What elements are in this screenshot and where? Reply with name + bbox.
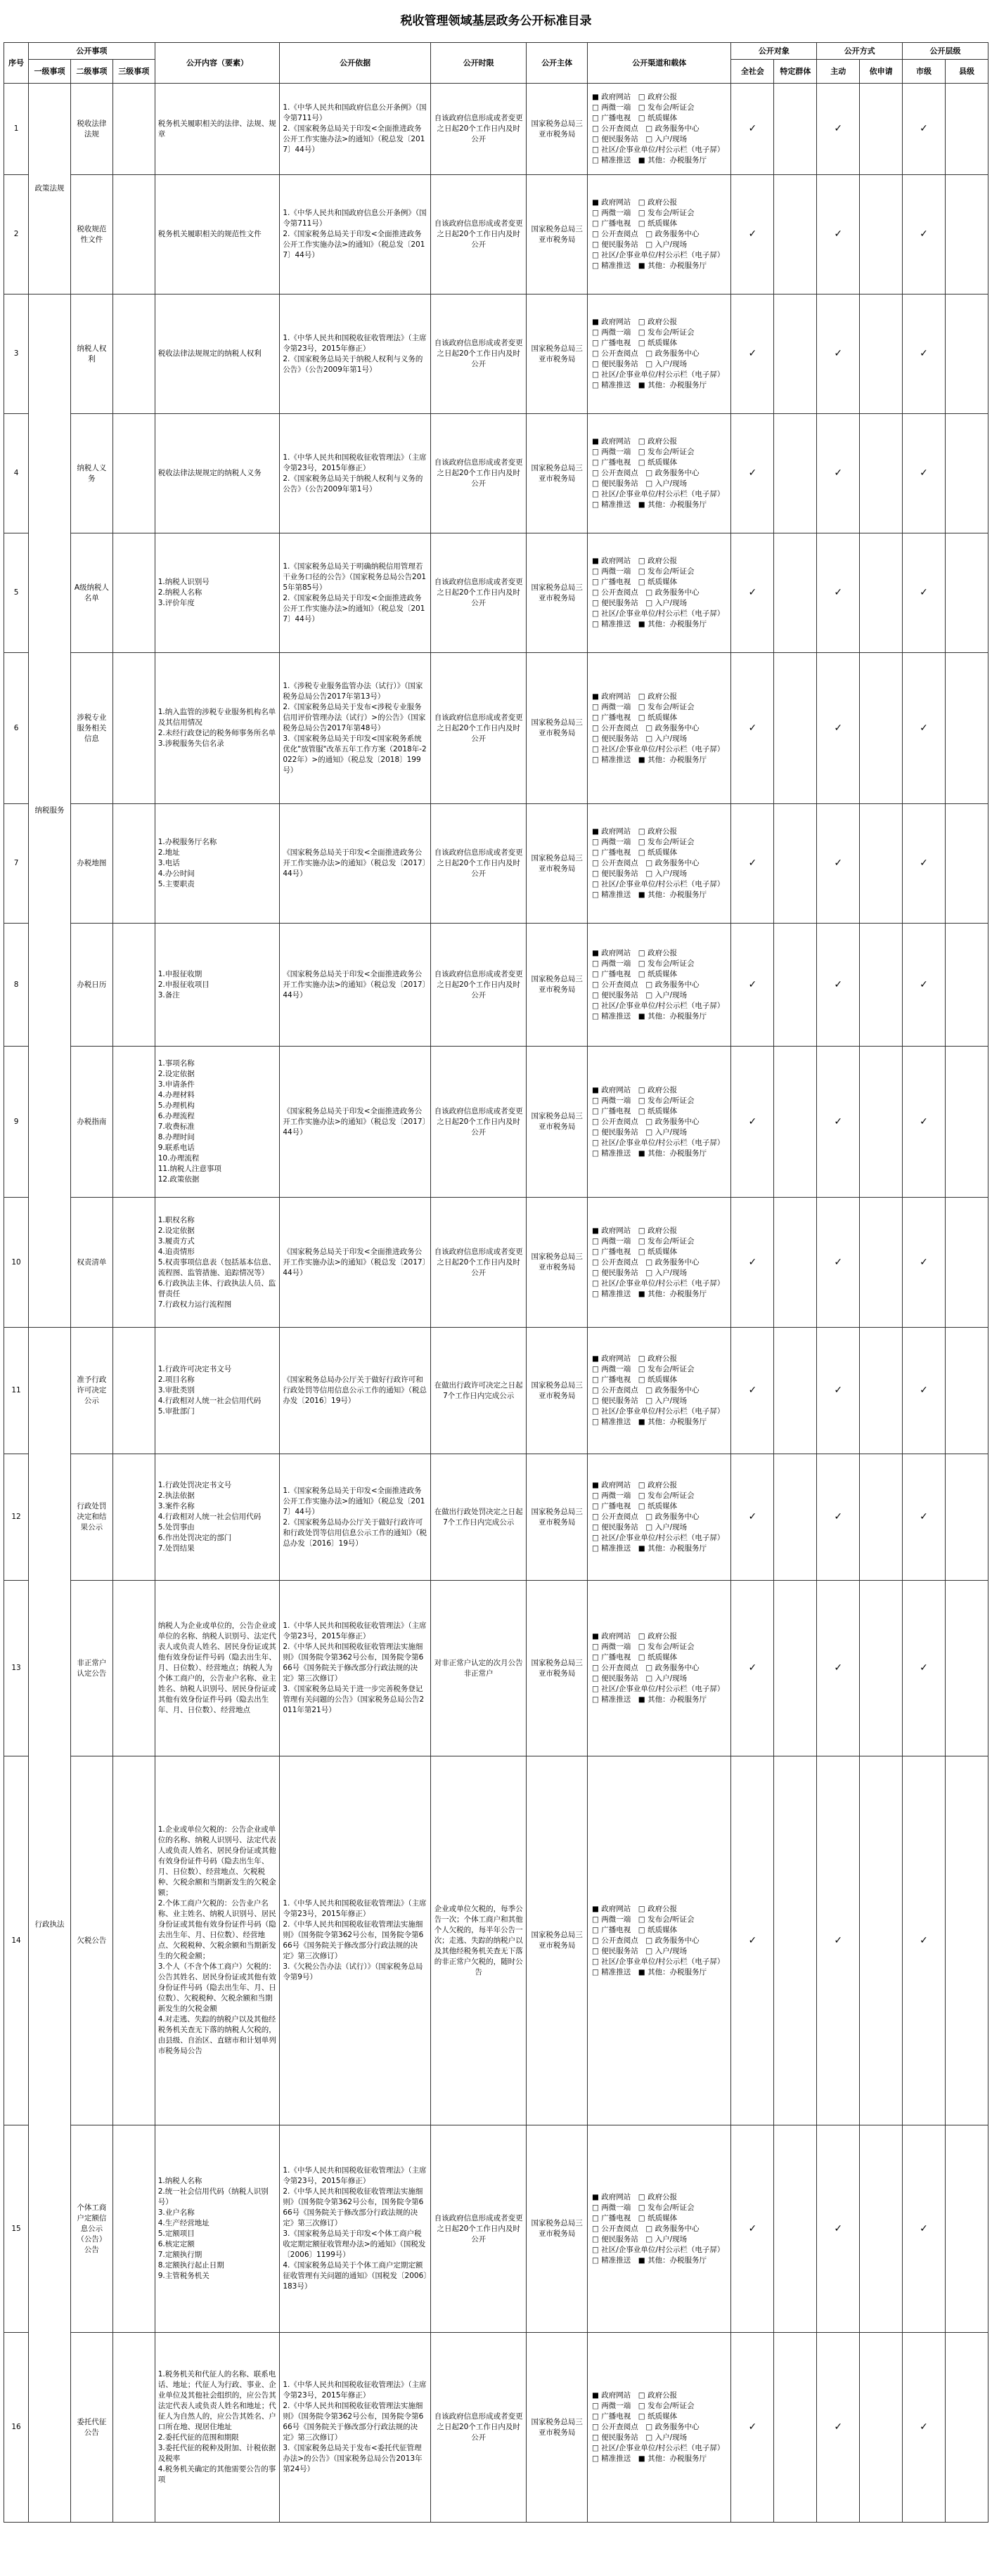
channel-cell: ■ 政府网站 □ 政府公报 □ 两微一端 □ 发布会/听证会 □ 广播电视 □ 纸质媒体 □ 公开查阅点 □ 政务服务中心 □ 便民服务站 □ 入户/现场 □ 社区/企事业单位/村公示栏（电子屏） □ 精准推送 ■ 其他：办税服务厅	[588, 2125, 731, 2333]
check-active: ✓	[817, 414, 860, 533]
row-seq: 15	[4, 2125, 29, 2333]
check-city: ✓	[903, 84, 946, 175]
header-l1: 一级事项	[29, 60, 71, 84]
row-seq: 11	[4, 1328, 29, 1454]
check-active: ✓	[817, 1328, 860, 1454]
row-seq: 4	[4, 414, 29, 533]
check-all-society: ✓	[731, 1454, 774, 1581]
time-cell: 自该政府信息形成或者变更之日起20个工作日内及时公开	[431, 533, 527, 653]
header-items: 公开事项	[29, 43, 155, 60]
subject-cell: 国家税务总局三亚市税务局	[527, 804, 588, 924]
check-specific-group	[774, 924, 817, 1047]
content-cell: 1.纳税人识别号 2.纳税人名称 3.评价年度	[155, 533, 280, 653]
time-cell: 在做出行政许可决定之日起7个工作日内完成公示	[431, 1328, 527, 1454]
level3-item	[112, 1581, 155, 1756]
header-county: 县级	[946, 60, 988, 84]
check-active: ✓	[817, 1047, 860, 1198]
check-city: ✓	[903, 2333, 946, 2523]
time-cell: 自该政府信息形成或者变更之日起20个工作日内及时公开	[431, 84, 527, 175]
check-county	[946, 1756, 988, 2125]
time-cell: 自该政府信息形成或者变更之日起20个工作日内及时公开	[431, 653, 527, 804]
time-cell: 在做出行政处罚决定之日起7个工作日内完成公示	[431, 1454, 527, 1581]
subject-cell: 国家税务总局三亚市税务局	[527, 1581, 588, 1756]
table-row	[4, 2333, 988, 2523]
subject-cell: 国家税务总局三亚市税务局	[527, 1198, 588, 1328]
level2-item: 纳税人义务	[70, 414, 112, 533]
row-seq: 6	[4, 653, 29, 804]
basis-cell: 1.《中华人民共和国税收征收管理法》（主席令第23号，2015年修正） 2.《国家税务总局关于纳税人权利与义务的公告》（公告2009年第1号）	[280, 414, 431, 533]
catalog-table	[4, 42, 988, 2523]
level2-item: 非正常户认定公告	[70, 1581, 112, 1756]
channel-cell: ■ 政府网站 □ 政府公报 □ 两微一端 □ 发布会/听证会 □ 广播电视 □ 纸质媒体 □ 公开查阅点 □ 政务服务中心 □ 便民服务站 □ 入户/现场 □ 社区/企事业单位/村公示栏（电子屏） □ 精准推送 ■ 其他：办税服务厅	[588, 533, 731, 653]
check-county	[946, 1328, 988, 1454]
row-seq: 16	[4, 2333, 29, 2523]
level2-item: 纳税人权利	[70, 295, 112, 414]
check-specific-group	[774, 533, 817, 653]
level3-item	[112, 924, 155, 1047]
level2-item: 办税指南	[70, 1047, 112, 1198]
content-cell: 税收法律法规规定的纳税人权利	[155, 295, 280, 414]
check-city: ✓	[903, 1454, 946, 1581]
table-row	[4, 804, 988, 924]
check-all-society: ✓	[731, 533, 774, 653]
header-subject: 公开主体	[527, 43, 588, 84]
check-active: ✓	[817, 1581, 860, 1756]
content-cell: 1.办税服务厅名称 2.地址 3.电话 4.办公时间 5.主要职责	[155, 804, 280, 924]
check-all-society: ✓	[731, 1328, 774, 1454]
level3-item	[112, 533, 155, 653]
check-all-society: ✓	[731, 175, 774, 295]
level2-item: 办税地图	[70, 804, 112, 924]
table-row	[4, 1328, 988, 1454]
header-all-society: 全社会	[731, 60, 774, 84]
level2-item: 委托代征公告	[70, 2333, 112, 2523]
time-cell: 自该政府信息形成或者变更之日起20个工作日内及时公开	[431, 1198, 527, 1328]
check-on-request	[860, 804, 903, 924]
check-on-request	[860, 653, 903, 804]
table-row	[4, 1581, 988, 1756]
header-target: 公开对象	[731, 43, 817, 60]
check-on-request	[860, 1581, 903, 1756]
check-all-society: ✓	[731, 414, 774, 533]
check-county	[946, 533, 988, 653]
check-all-society: ✓	[731, 2125, 774, 2333]
time-cell: 自该政府信息形成或者变更之日起20个工作日内及时公开	[431, 1047, 527, 1198]
check-county	[946, 2125, 988, 2333]
table-row	[4, 1454, 988, 1581]
table-row	[4, 84, 988, 175]
level3-item	[112, 1047, 155, 1198]
basis-cell: 《国家税务总局关于印发<全面推进政务公开工作实施办法>的通知》（税总发〔2017〕44号）	[280, 1047, 431, 1198]
subject-cell: 国家税务总局三亚市税务局	[527, 533, 588, 653]
table-row	[4, 1047, 988, 1198]
check-specific-group	[774, 414, 817, 533]
basis-cell: 1.《中华人民共和国税收征收管理法》（主席令第23号，2015年修正） 2.《中华人民共和国税收征收管理法实施细则》（国务院令第362号公布，国务院令第666号《国务院关于修改部分行政法规的决定》第三次修订） 3.《国家税务总局关于进一步完善税务登记管理有关问题的公告》（国家税务总局公告2011年第21号）	[280, 1581, 431, 1756]
check-on-request	[860, 175, 903, 295]
check-all-society: ✓	[731, 924, 774, 1047]
check-county	[946, 804, 988, 924]
channel-cell: ■ 政府网站 □ 政府公报 □ 两微一端 □ 发布会/听证会 □ 广播电视 □ 纸质媒体 □ 公开查阅点 □ 政务服务中心 □ 便民服务站 □ 入户/现场 □ 社区/企事业单位/村公示栏（电子屏） □ 精准推送 ■ 其他：办税服务厅	[588, 1454, 731, 1581]
check-county	[946, 653, 988, 804]
check-active: ✓	[817, 295, 860, 414]
check-county	[946, 1198, 988, 1328]
header-channel: 公开渠道和载体	[588, 43, 731, 84]
level1-item: 纳税服务	[29, 295, 71, 1328]
check-specific-group	[774, 2333, 817, 2523]
level2-item: 税收法律法规	[70, 84, 112, 175]
check-on-request	[860, 84, 903, 175]
basis-cell: 1.《国家税务总局关于印发<全面推进政务公开工作实施办法>的通知》（税总发〔2017〕44号） 2.《国家税务总局办公厅关于做好行政许可和行政处罚等信用信息公示工作的通知》（税总办发〔2016〕19号）	[280, 1454, 431, 1581]
check-all-society: ✓	[731, 1198, 774, 1328]
basis-cell: 1.《国家税务总局关于明确纳税信用管理若干业务口径的公告》（国家税务总局公告2015年第85号） 2.《国家税务总局关于印发<全面推进政务公开工作实施办法>的通知》（税总发〔2017〕44号）	[280, 533, 431, 653]
level2-item: 行政处罚决定和结果公示	[70, 1454, 112, 1581]
channel-cell: ■ 政府网站 □ 政府公报 □ 两微一端 □ 发布会/听证会 □ 广播电视 □ 纸质媒体 □ 公开查阅点 □ 政务服务中心 □ 便民服务站 □ 入户/现场 □ 社区/企事业单位/村公示栏（电子屏） □ 精准推送 ■ 其他：办税服务厅	[588, 1328, 731, 1454]
table-row	[4, 2125, 988, 2333]
table-row	[4, 414, 988, 533]
check-city: ✓	[903, 1198, 946, 1328]
basis-cell: 《国家税务总局关于印发<全面推进政务公开工作实施办法>的通知》（税总发〔2017〕44号）	[280, 1198, 431, 1328]
content-cell: 税务机关履职相关的规范性文件	[155, 175, 280, 295]
check-city: ✓	[903, 175, 946, 295]
channel-cell: ■ 政府网站 □ 政府公报 □ 两微一端 □ 发布会/听证会 □ 广播电视 □ 纸质媒体 □ 公开查阅点 □ 政务服务中心 □ 便民服务站 □ 入户/现场 □ 社区/企事业单位/村公示栏（电子屏） □ 精准推送 ■ 其他：办税服务厅	[588, 414, 731, 533]
check-active: ✓	[817, 1756, 860, 2125]
header-on-request: 依申请	[860, 60, 903, 84]
table-body	[4, 84, 988, 2523]
check-on-request	[860, 1756, 903, 2125]
row-seq: 9	[4, 1047, 29, 1198]
level3-item	[112, 175, 155, 295]
check-city: ✓	[903, 653, 946, 804]
basis-cell: 1.《中华人民共和国税收征收管理法》（主席令第23号，2015年修正） 2.《国家税务总局关于纳税人权利与义务的公告》（公告2009年第1号）	[280, 295, 431, 414]
check-all-society: ✓	[731, 1581, 774, 1756]
row-seq: 3	[4, 295, 29, 414]
row-seq: 2	[4, 175, 29, 295]
basis-cell: 1.《中华人民共和国税收征收管理法》（主席令第23号，2015年修正） 2.《中华人民共和国税收征收管理法实施细则》（国务院令第362号公布，国务院令第666号《国务院关于修改部分行政法规的决定》第三次修订） 3.《国家税务总局关于印发<个体工商户税收定期定额征收管理办法>的通知》（国税发〔2006〕1199号） 4.《国家税务总局关于个体工商户定期定额征收管理有关问题的通知》（国税发〔2006〕183号）	[280, 2125, 431, 2333]
basis-cell: 1.《中华人民共和国税收征收管理法》（主席令第23号，2015年修正） 2.《中华人民共和国税收征收管理法实施细则》（国务院令第362号公布，国务院令第666号《国务院关于修改部分行政法规的决定》第三次修订） 3.《国家税务总局关于发布<委托代征管理办法>的公告》（国家税务总局公告2013年第24号）	[280, 2333, 431, 2523]
channel-cell: ■ 政府网站 □ 政府公报 □ 两微一端 □ 发布会/听证会 □ 广播电视 □ 纸质媒体 □ 公开查阅点 □ 政务服务中心 □ 便民服务站 □ 入户/现场 □ 社区/企事业单位/村公示栏（电子屏） □ 精准推送 ■ 其他：办税服务厅	[588, 175, 731, 295]
check-active: ✓	[817, 653, 860, 804]
header-content: 公开内容（要素）	[155, 43, 280, 84]
check-specific-group	[774, 2125, 817, 2333]
check-county	[946, 84, 988, 175]
header-l3: 三级事项	[112, 60, 155, 84]
level3-item	[112, 84, 155, 175]
content-cell: 1.纳入监管的涉税专业服务机构名单及其信用情况 2.未经行政登记的税务师事务所名单 3.涉税服务失信名录	[155, 653, 280, 804]
channel-cell: ■ 政府网站 □ 政府公报 □ 两微一端 □ 发布会/听证会 □ 广播电视 □ 纸质媒体 □ 公开查阅点 □ 政务服务中心 □ 便民服务站 □ 入户/现场 □ 社区/企事业单位/村公示栏（电子屏） □ 精准推送 ■ 其他：办税服务厅	[588, 924, 731, 1047]
level2-item: 欠税公告	[70, 1756, 112, 2125]
channel-cell: ■ 政府网站 □ 政府公报 □ 两微一端 □ 发布会/听证会 □ 广播电视 □ 纸质媒体 □ 公开查阅点 □ 政务服务中心 □ 便民服务站 □ 入户/现场 □ 社区/企事业单位/村公示栏（电子屏） □ 精准推送 ■ 其他：办税服务厅	[588, 1581, 731, 1756]
header-method: 公开方式	[817, 43, 903, 60]
check-city: ✓	[903, 533, 946, 653]
check-county	[946, 924, 988, 1047]
content-cell: 1.事项名称 2.设定依据 3.申请条件 4.办理材料 5.办理机构 6.办理流程 7.收费标准 8.办理时间 9.联系电话 10.办理流程 11.纳税人注意事项 12.政策依据	[155, 1047, 280, 1198]
row-seq: 14	[4, 1756, 29, 2125]
subject-cell: 国家税务总局三亚市税务局	[527, 1047, 588, 1198]
subject-cell: 国家税务总局三亚市税务局	[527, 1454, 588, 1581]
header-basis: 公开依据	[280, 43, 431, 84]
channel-cell: ■ 政府网站 □ 政府公报 □ 两微一端 □ 发布会/听证会 □ 广播电视 □ 纸质媒体 □ 公开查阅点 □ 政务服务中心 □ 便民服务站 □ 入户/现场 □ 社区/企事业单位/村公示栏（电子屏） □ 精准推送 ■ 其他：办税服务厅	[588, 804, 731, 924]
subject-cell: 国家税务总局三亚市税务局	[527, 1328, 588, 1454]
level1-item: 行政执法	[29, 1328, 71, 2523]
table-row	[4, 295, 988, 414]
check-active: ✓	[817, 2125, 860, 2333]
check-on-request	[860, 1198, 903, 1328]
level2-item: 税收规范性文件	[70, 175, 112, 295]
check-all-society: ✓	[731, 804, 774, 924]
row-seq: 8	[4, 924, 29, 1047]
check-city: ✓	[903, 2125, 946, 2333]
check-on-request	[860, 533, 903, 653]
table-row	[4, 533, 988, 653]
check-on-request	[860, 414, 903, 533]
level3-item	[112, 295, 155, 414]
channel-cell: ■ 政府网站 □ 政府公报 □ 两微一端 □ 发布会/听证会 □ 广播电视 □ 纸质媒体 □ 公开查阅点 □ 政务服务中心 □ 便民服务站 □ 入户/现场 □ 社区/企事业单位/村公示栏（电子屏） □ 精准推送 ■ 其他：办税服务厅	[588, 2333, 731, 2523]
level2-item: 涉税专业服务相关信息	[70, 653, 112, 804]
time-cell: 自该政府信息形成或者变更之日起20个工作日内及时公开	[431, 924, 527, 1047]
time-cell: 自该政府信息形成或者变更之日起20个工作日内及时公开	[431, 175, 527, 295]
check-specific-group	[774, 653, 817, 804]
check-active: ✓	[817, 924, 860, 1047]
level2-item: 办税日历	[70, 924, 112, 1047]
level3-item	[112, 1454, 155, 1581]
check-specific-group	[774, 1581, 817, 1756]
check-county	[946, 1047, 988, 1198]
check-specific-group	[774, 175, 817, 295]
check-all-society: ✓	[731, 1756, 774, 2125]
row-seq: 12	[4, 1454, 29, 1581]
table-row	[4, 653, 988, 804]
basis-cell: 1.《中华人民共和国政府信息公开条例》（国令第711号） 2.《国家税务总局关于印发<全面推进政务公开工作实施办法>的通知》（税总发〔2017〕44号）	[280, 84, 431, 175]
content-cell: 税务机关履职相关的法律、法规、规章	[155, 84, 280, 175]
time-cell: 自该政府信息形成或者变更之日起20个工作日内及时公开	[431, 2125, 527, 2333]
subject-cell: 国家税务总局三亚市税务局	[527, 1756, 588, 2125]
check-specific-group	[774, 1047, 817, 1198]
check-city: ✓	[903, 1328, 946, 1454]
level3-item	[112, 1756, 155, 2125]
channel-cell: ■ 政府网站 □ 政府公报 □ 两微一端 □ 发布会/听证会 □ 广播电视 □ 纸质媒体 □ 公开查阅点 □ 政务服务中心 □ 便民服务站 □ 入户/现场 □ 社区/企事业单位/村公示栏（电子屏） □ 精准推送 ■ 其他：办税服务厅	[588, 653, 731, 804]
check-active: ✓	[817, 1454, 860, 1581]
channel-cell: ■ 政府网站 □ 政府公报 □ 两微一端 □ 发布会/听证会 □ 广播电视 □ 纸质媒体 □ 公开查阅点 □ 政务服务中心 □ 便民服务站 □ 入户/现场 □ 社区/企事业单位/村公示栏（电子屏） □ 精准推送 ■ 其他：办税服务厅	[588, 1756, 731, 2125]
level3-item	[112, 2125, 155, 2333]
subject-cell: 国家税务总局三亚市税务局	[527, 84, 588, 175]
subject-cell: 国家税务总局三亚市税务局	[527, 653, 588, 804]
content-cell: 1.纳税人名称 2.统一社会信用代码（纳税人识别号） 3.业户名称 4.生产经营地址 5.定额项目 6.核定定额 7.定额执行期 8.定额执行起止日期 9.主管税务机关	[155, 2125, 280, 2333]
subject-cell: 国家税务总局三亚市税务局	[527, 414, 588, 533]
subject-cell: 国家税务总局三亚市税务局	[527, 924, 588, 1047]
row-seq: 5	[4, 533, 29, 653]
row-seq: 13	[4, 1581, 29, 1756]
header-specific-group: 特定群体	[774, 60, 817, 84]
check-on-request	[860, 2333, 903, 2523]
channel-cell: ■ 政府网站 □ 政府公报 □ 两微一端 □ 发布会/听证会 □ 广播电视 □ 纸质媒体 □ 公开查阅点 □ 政务服务中心 □ 便民服务站 □ 入户/现场 □ 社区/企事业单位/村公示栏（电子屏） □ 精准推送 ■ 其他：办税服务厅	[588, 1198, 731, 1328]
check-specific-group	[774, 1198, 817, 1328]
check-active: ✓	[817, 175, 860, 295]
check-active: ✓	[817, 804, 860, 924]
basis-cell: 《国家税务总局关于印发<全面推进政务公开工作实施办法>的通知》（税总发〔2017〕44号）	[280, 804, 431, 924]
level3-item	[112, 1328, 155, 1454]
header-active: 主动	[817, 60, 860, 84]
subject-cell: 国家税务总局三亚市税务局	[527, 175, 588, 295]
time-cell: 自该政府信息形成或者变更之日起20个工作日内及时公开	[431, 414, 527, 533]
check-county	[946, 1581, 988, 1756]
time-cell: 自该政府信息形成或者变更之日起20个工作日内及时公开	[431, 295, 527, 414]
check-on-request	[860, 1328, 903, 1454]
check-city: ✓	[903, 1047, 946, 1198]
check-city: ✓	[903, 1756, 946, 2125]
channel-cell: ■ 政府网站 □ 政府公报 □ 两微一端 □ 发布会/听证会 □ 广播电视 □ 纸质媒体 □ 公开查阅点 □ 政务服务中心 □ 便民服务站 □ 入户/现场 □ 社区/企事业单位/村公示栏（电子屏） □ 精准推送 ■ 其他：办税服务厅	[588, 295, 731, 414]
check-all-society: ✓	[731, 295, 774, 414]
content-cell: 1.职权名称 2.设定依据 3.履责方式 4.追责情形 5.权责事项信息表（包括基本信息、流程图、监管措施、追踪情况等） 6.行政执法主体、行政执法人员、监督责任 7.行政权力运行流程图	[155, 1198, 280, 1328]
level2-item: 权责清单	[70, 1198, 112, 1328]
table-row	[4, 1198, 988, 1328]
header-city: 市级	[903, 60, 946, 84]
table-row	[4, 1756, 988, 2125]
document-title: 税收管理领域基层政务公开标准目录	[400, 14, 592, 28]
content-cell: 1.企业或单位欠税的：公告企业或单位的名称、纳税人识别号、法定代表人或负责人姓名、居民身份证或其他有效身份证件号码（隐去出生年、月、日位数）、经营地点、欠税税种、欠税余额和当期新发生的欠税金额； 2.个体工商户欠税的：公告业户名称、业主姓名、纳税人识别号、居民身份证或其他有效身份证件号码（隐去出生年、月、日位数）、经营地点、欠税税种、欠税余额和当期新发生的欠税金额； 3.个人（不含个体工商户）欠税的：公告其姓名、居民身份证或其他有效身份证件号码（隐去出生年、月、日位数）、欠税税种、欠税余额和当期新发生的欠税金额 4.对走逃、失踪的纳税户以及其他经税务机关查无下落的纳税人欠税的，由县级、自治区、直辖市和计划单列市税务局公告	[155, 1756, 280, 2125]
check-active: ✓	[817, 1198, 860, 1328]
check-specific-group	[774, 1454, 817, 1581]
check-active: ✓	[817, 533, 860, 653]
channel-cell: ■ 政府网站 □ 政府公报 □ 两微一端 □ 发布会/听证会 □ 广播电视 □ 纸质媒体 □ 公开查阅点 □ 政务服务中心 □ 便民服务站 □ 入户/现场 □ 社区/企事业单位/村公示栏（电子屏） □ 精准推送 ■ 其他：办税服务厅	[588, 84, 731, 175]
basis-cell: 1.《涉税专业服务监管办法（试行）》（国家税务总局公告2017年第13号） 2.《国家税务总局关于发布<涉税专业服务信用评价管理办法（试行）>的公告》（国家税务总局公告2017年第48号） 3.《国家税务总局关于印发<国家税务系统优化"放管服"改革五年工作方案（2018年-2022年）>的通知》（税总发〔2018〕199号）	[280, 653, 431, 804]
check-county	[946, 295, 988, 414]
basis-cell: 1.《中华人民共和国政府信息公开条例》（国令第711号） 2.《国家税务总局关于印发<全面推进政务公开工作实施办法>的通知》（税总发〔2017〕44号）	[280, 175, 431, 295]
check-city: ✓	[903, 924, 946, 1047]
check-specific-group	[774, 84, 817, 175]
check-specific-group	[774, 295, 817, 414]
subject-cell: 国家税务总局三亚市税务局	[527, 2333, 588, 2523]
level3-item	[112, 1198, 155, 1328]
content-cell: 1.行政许可决定书文号 2.项目名称 3.审批类别 4.行政相对人统一社会信用代码 5.审批部门	[155, 1328, 280, 1454]
row-seq: 7	[4, 804, 29, 924]
check-all-society: ✓	[731, 2333, 774, 2523]
time-cell: 企业或单位欠税的，每季公告一次；个体工商户和其他个人欠税的，每半年公告一次；走逃、失踪的纳税户以及其他经税务机关查无下落的非正常户欠税的，随时公告	[431, 1756, 527, 2125]
table-row	[4, 175, 988, 295]
basis-cell: 《国家税务总局关于印发<全面推进政务公开工作实施办法>的通知》（税总发〔2017〕44号）	[280, 924, 431, 1047]
check-all-society: ✓	[731, 653, 774, 804]
check-city: ✓	[903, 804, 946, 924]
check-all-society: ✓	[731, 84, 774, 175]
header-seq: 序号	[4, 43, 29, 84]
level3-item	[112, 2333, 155, 2523]
check-specific-group	[774, 1756, 817, 2125]
check-county	[946, 1454, 988, 1581]
check-city: ✓	[903, 414, 946, 533]
basis-cell: 《国家税务总局办公厅关于做好行政许可和行政处罚等信用信息公示工作的通知》（税总办发〔2016〕19号）	[280, 1328, 431, 1454]
content-cell: 纳税人为企业或单位的，公告企业或单位的名称、纳税人识别号、法定代表人或负责人姓名、居民身份证或其他有效身份证件号码（隐去出生年、月、日位数）、经营地点；纳税人为个体工商户的，公告业户名称、业主姓名、纳税人识别号、居民身份证或其他有效身份证件号码（隐去出生年、月、日位数）、经营地点	[155, 1581, 280, 1756]
row-seq: 1	[4, 84, 29, 175]
check-active: ✓	[817, 84, 860, 175]
content-cell: 税收法律法规规定的纳税人义务	[155, 414, 280, 533]
content-cell: 1.行政处罚决定书文号 2.执法依据 3.案件名称 4.行政相对人统一社会信用代码 5.处罚事由 6.作出处罚决定的部门 7.处罚结果	[155, 1454, 280, 1581]
check-specific-group	[774, 1328, 817, 1454]
level2-item: 准予行政许可决定公示	[70, 1328, 112, 1454]
header-l2: 二级事项	[70, 60, 112, 84]
basis-cell: 1.《中华人民共和国税收征收管理法》（主席令第23号，2015年修正） 2.《中华人民共和国税收征收管理法实施细则》（国务院令第362号公布，国务院令第666号《国务院关于修改部分行政法规的决定》第三次修订） 3.《欠税公告办法（试行）》（国家税务总局令第9号）	[280, 1756, 431, 2125]
subject-cell: 国家税务总局三亚市税务局	[527, 2125, 588, 2333]
check-on-request	[860, 924, 903, 1047]
check-specific-group	[774, 804, 817, 924]
level1-item: 政策法规	[29, 84, 71, 295]
check-on-request	[860, 1454, 903, 1581]
check-active: ✓	[817, 2333, 860, 2523]
level3-item	[112, 414, 155, 533]
content-cell: 1.税务机关和代征人的名称、联系电话、地址；代征人为行政、事业、企业单位及其他社会组织的，应公告其法定代表人或负责人姓名和地址；代征人为自然人的，应公告其姓名、户口所在地、现居住地址 2.委托代征的范围和期限 3.委托代征的税种及附加、计税依据及税率 4.税务机关确定的其他需要公告的事项	[155, 2333, 280, 2523]
subject-cell: 国家税务总局三亚市税务局	[527, 295, 588, 414]
level3-item	[112, 653, 155, 804]
level2-item: 个体工商户定额信息公示（公告）公告	[70, 2125, 112, 2333]
time-cell: 对非正常户认定的次月公告非正常户	[431, 1581, 527, 1756]
check-on-request	[860, 1047, 903, 1198]
level3-item	[112, 804, 155, 924]
channel-cell: ■ 政府网站 □ 政府公报 □ 两微一端 □ 发布会/听证会 □ 广播电视 □ 纸质媒体 □ 公开查阅点 □ 政务服务中心 □ 便民服务站 □ 入户/现场 □ 社区/企事业单位/村公示栏（电子屏） □ 精准推送 ■ 其他：办税服务厅	[588, 1047, 731, 1198]
check-county	[946, 414, 988, 533]
header-level: 公开层级	[903, 43, 988, 60]
check-on-request	[860, 295, 903, 414]
check-all-society: ✓	[731, 1047, 774, 1198]
check-city: ✓	[903, 1581, 946, 1756]
table-row	[4, 924, 988, 1047]
time-cell: 自该政府信息形成或者变更之日起20个工作日内及时公开	[431, 2333, 527, 2523]
level2-item: A级纳税人名单	[70, 533, 112, 653]
content-cell: 1.申报征收期 2.申报征收项目 3.备注	[155, 924, 280, 1047]
check-on-request	[860, 2125, 903, 2333]
row-seq: 10	[4, 1198, 29, 1328]
time-cell: 自该政府信息形成或者变更之日起20个工作日内及时公开	[431, 804, 527, 924]
check-city: ✓	[903, 295, 946, 414]
check-county	[946, 175, 988, 295]
header-time: 公开时限	[431, 43, 527, 84]
check-county	[946, 2333, 988, 2523]
